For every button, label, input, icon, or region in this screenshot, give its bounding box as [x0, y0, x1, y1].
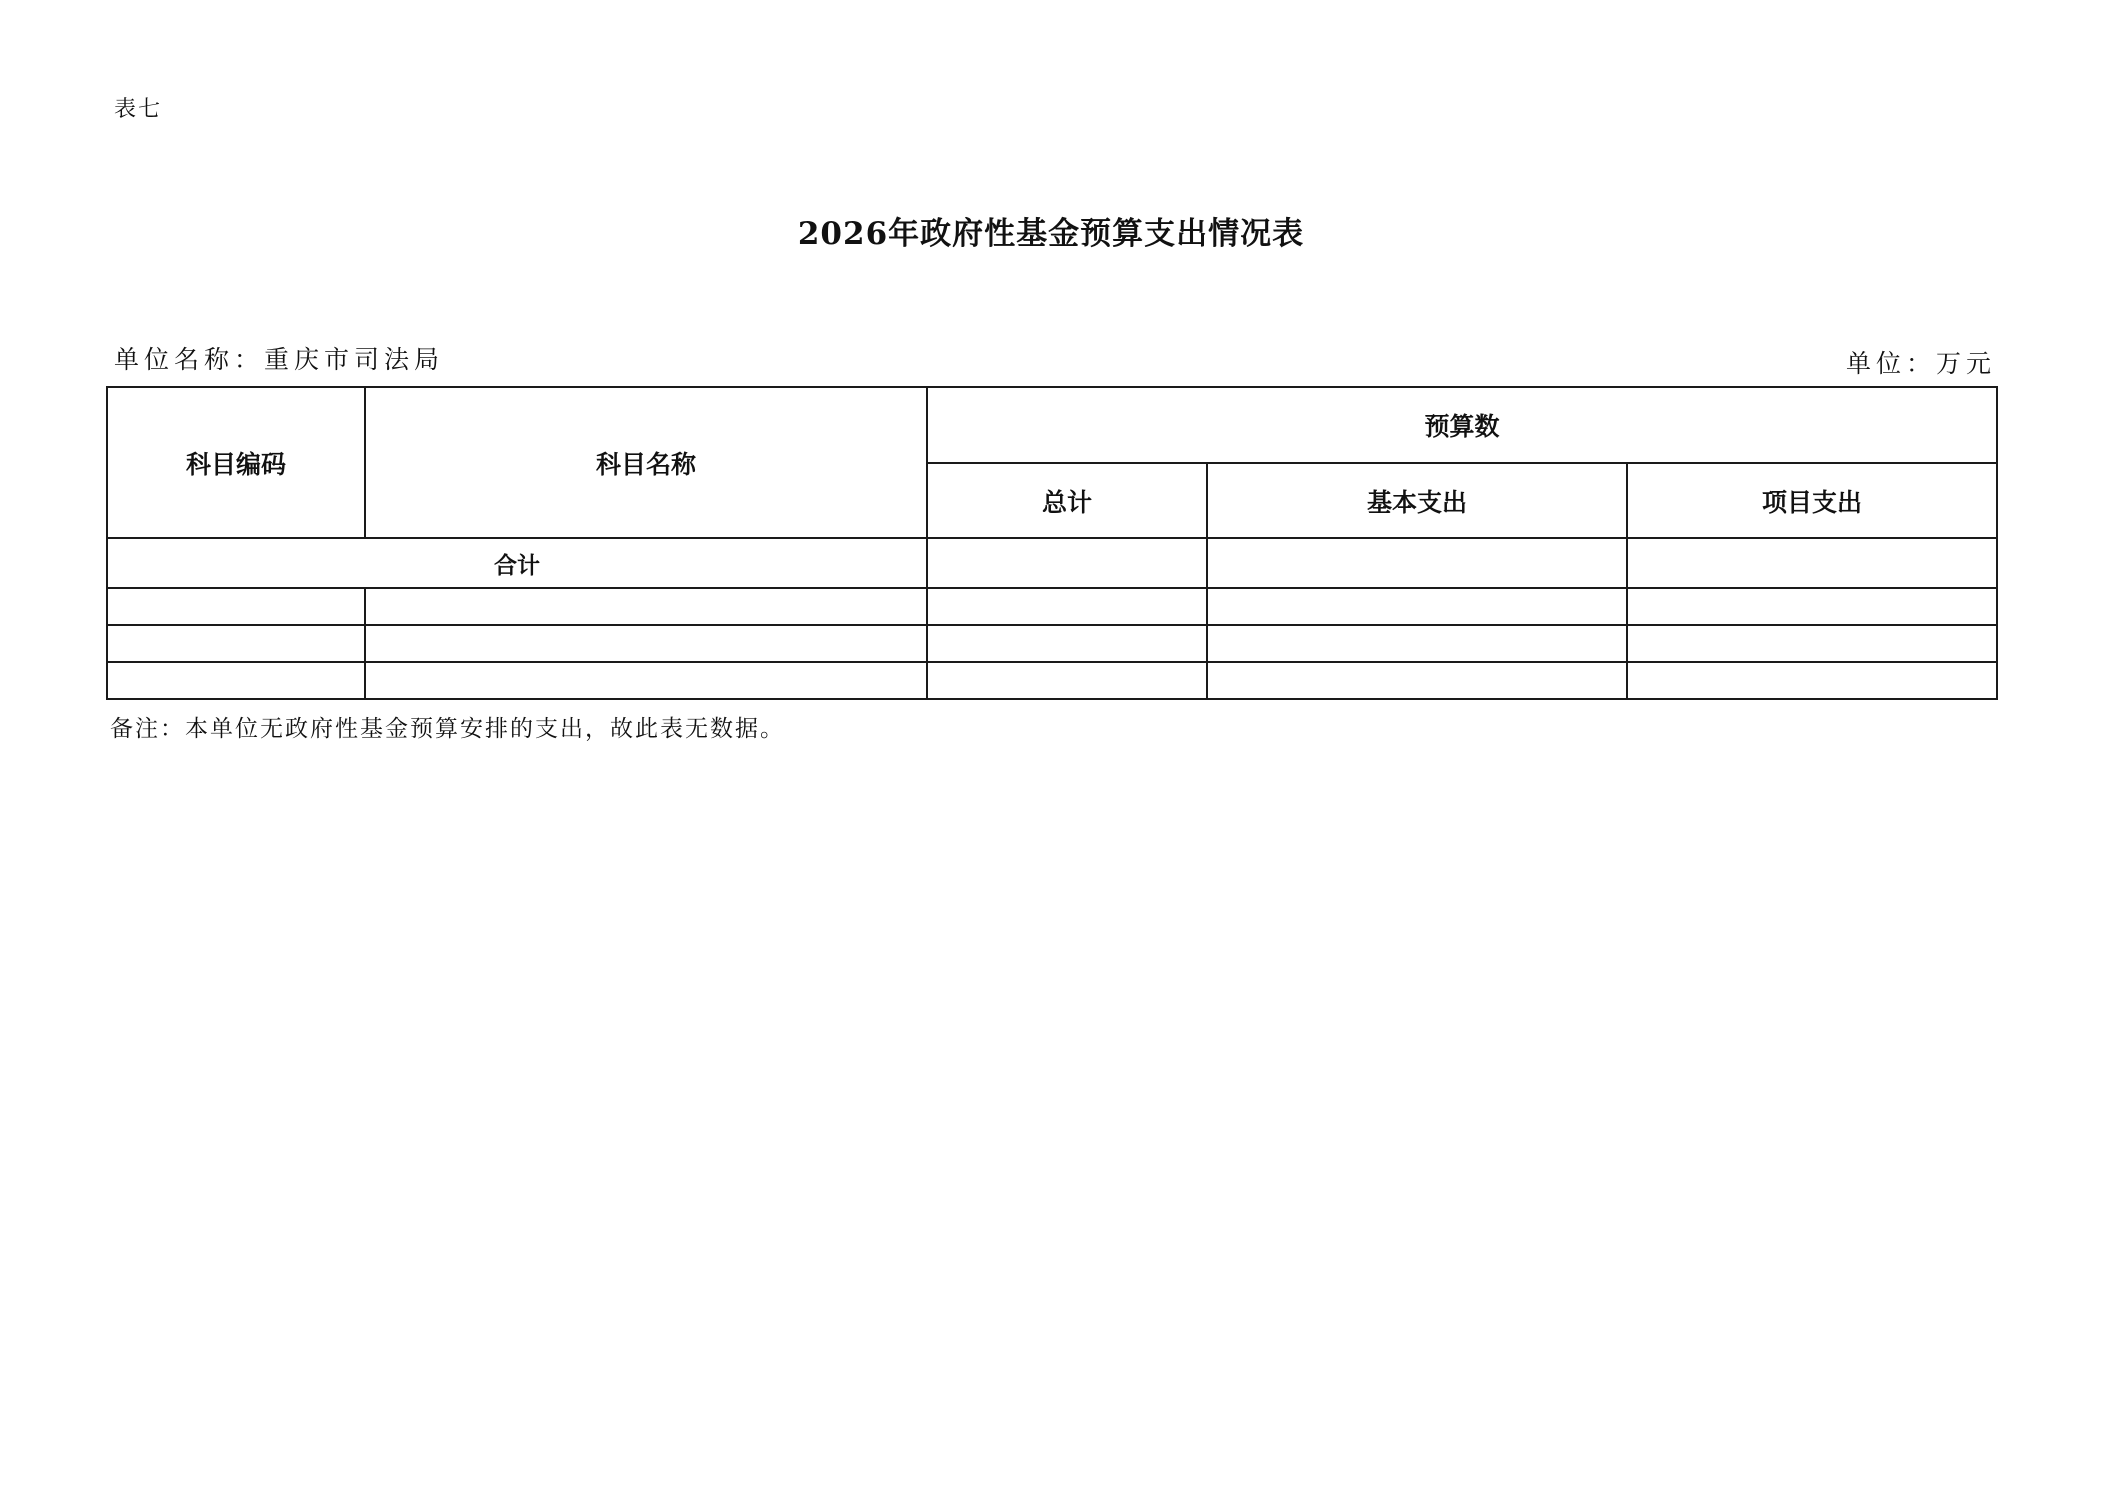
header-subject-name: 科目名称: [365, 387, 927, 538]
table-cell: [107, 662, 365, 699]
header-project-expenditure: 项目支出: [1627, 463, 1997, 538]
table-cell: [365, 588, 927, 625]
table-cell: [1627, 662, 1997, 699]
budget-expenditure-table: [106, 386, 1998, 700]
table-row: [107, 662, 1997, 699]
table-cell: [107, 625, 365, 662]
total-project-cell: [1627, 538, 1997, 588]
table-cell: [1207, 588, 1627, 625]
table-cell: [1207, 625, 1627, 662]
table-cell: [1627, 588, 1997, 625]
total-basic-cell: [1207, 538, 1627, 588]
total-row: [107, 538, 1997, 588]
total-cell: [927, 538, 1207, 588]
header-row-1: [107, 387, 1997, 463]
table-cell: [1207, 662, 1627, 699]
table-cell: [365, 625, 927, 662]
total-row-label: 合计: [107, 538, 927, 588]
table-row: [107, 625, 1997, 662]
table-number: 表七: [114, 97, 163, 122]
table-cell: [107, 588, 365, 625]
header-basic-expenditure: 基本支出: [1207, 463, 1627, 538]
currency-unit: 单位：万元: [1845, 349, 1996, 378]
table-cell: [927, 662, 1207, 699]
table-cell: [927, 588, 1207, 625]
footnote: 备注：本单位无政府性基金预算安排的支出，故此表无数据。: [110, 716, 785, 742]
header-total: 总计: [927, 463, 1207, 538]
header-subject-code: 科目编码: [107, 387, 365, 538]
header-budget-amount: 预算数: [927, 387, 1997, 463]
table-cell: [1627, 625, 1997, 662]
table-cell: [365, 662, 927, 699]
table-row: [107, 588, 1997, 625]
table-cell: [927, 625, 1207, 662]
unit-name: 单位名称：重庆市司法局: [114, 345, 445, 374]
page-title: 2026年政府性基金预算支出情况表: [797, 216, 1305, 252]
